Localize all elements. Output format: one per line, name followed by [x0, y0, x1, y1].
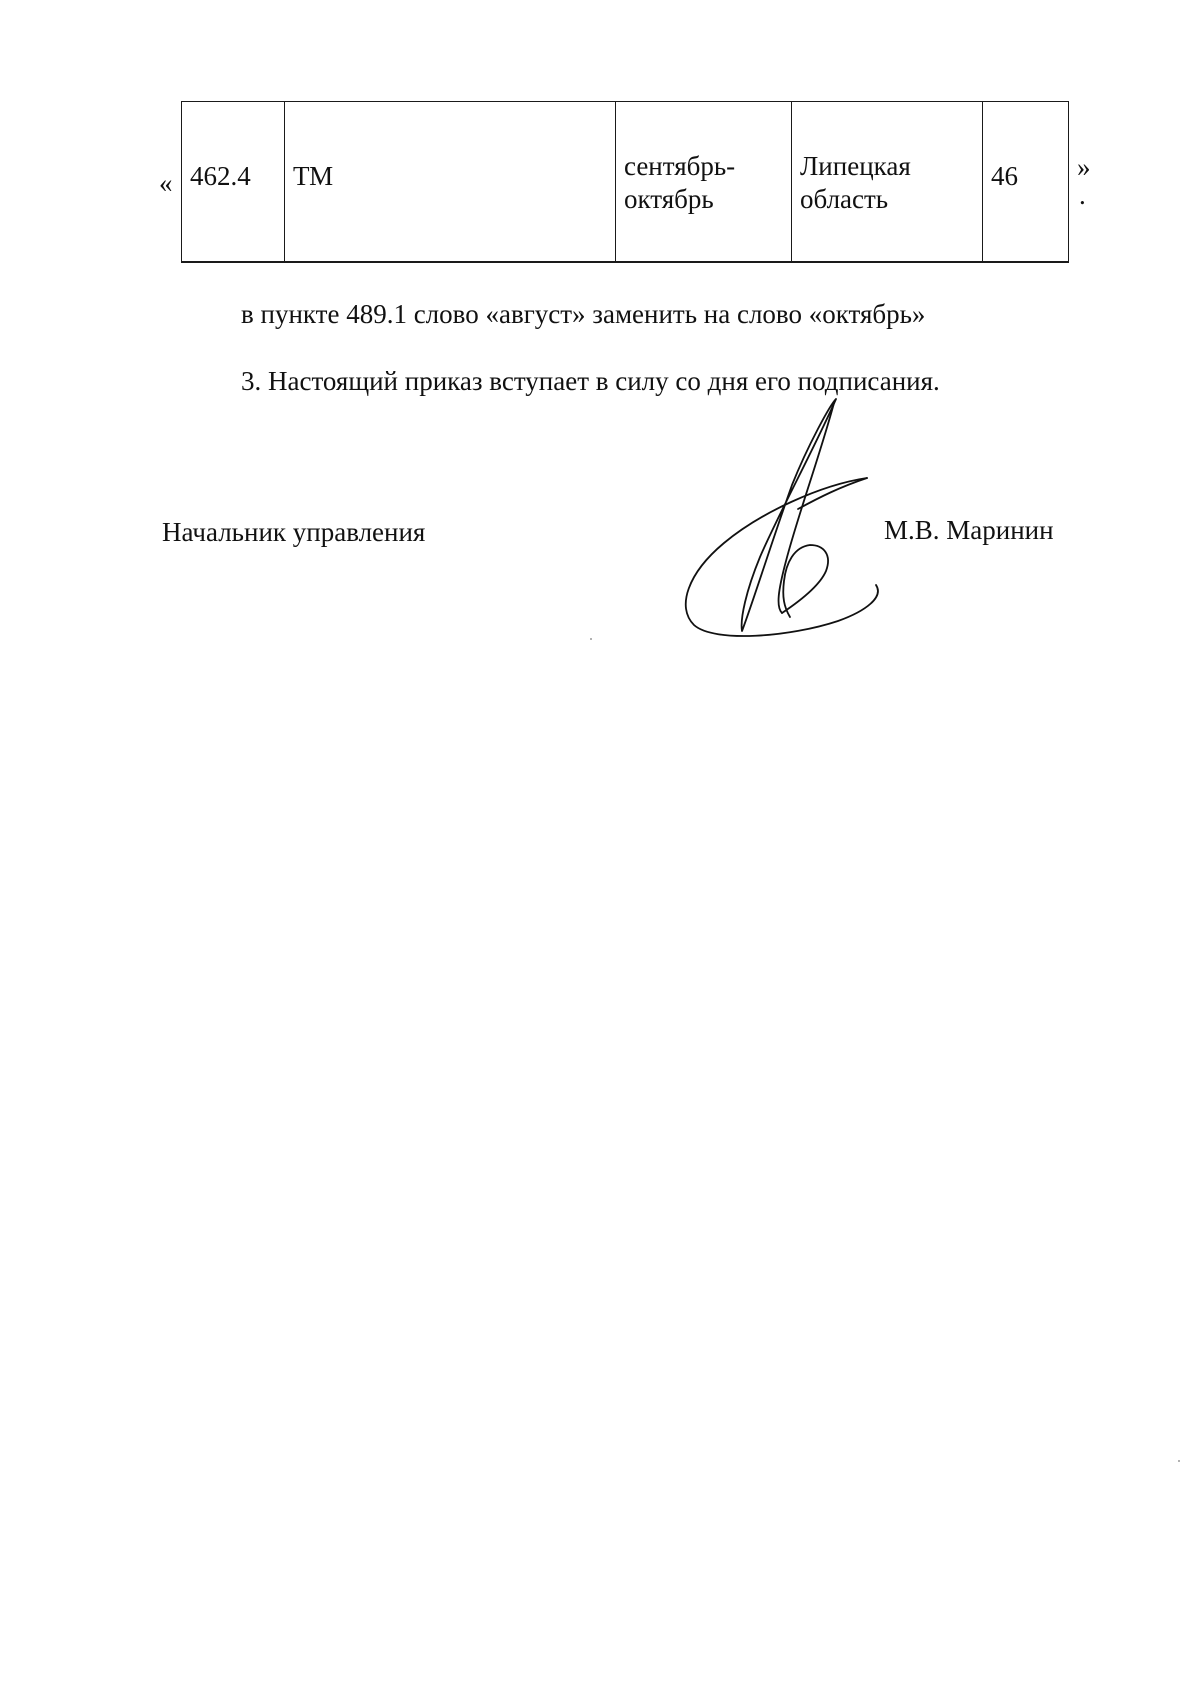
code-cell — [285, 102, 616, 263]
closing-quote-mark: » — [1077, 152, 1091, 182]
amendment-paragraph: в пункте 489.1 слово «август» заменить на слово «октябрь» — [241, 299, 926, 329]
amendment-table — [181, 101, 1069, 263]
table-row — [182, 102, 1069, 263]
effective-date-paragraph: 3. Настоящий приказ вступает в силу со дня его подписания. — [241, 366, 940, 396]
signer-position-title: Начальник управления — [162, 517, 426, 547]
item-number-cell — [182, 102, 285, 263]
scan-speck — [1178, 1460, 1180, 1462]
period-line-2: октябрь — [624, 184, 714, 214]
scan-speck — [590, 638, 592, 640]
period-line-1: сентябрь- — [624, 151, 736, 181]
count-cell — [983, 102, 1069, 263]
signer-name: М.В. Маринин — [884, 515, 1054, 545]
region-line-2: область — [800, 184, 889, 214]
region-line-1: Липецкая — [800, 151, 911, 181]
item-number: 462.4 — [190, 161, 251, 191]
count-value: 46 — [991, 161, 1018, 191]
closing-period: . — [1079, 180, 1086, 210]
opening-quote-mark: « — [159, 168, 173, 198]
region-cell — [792, 102, 983, 263]
period-cell — [616, 102, 792, 263]
handwritten-signature — [670, 385, 900, 645]
code-value: ТМ — [293, 161, 334, 191]
